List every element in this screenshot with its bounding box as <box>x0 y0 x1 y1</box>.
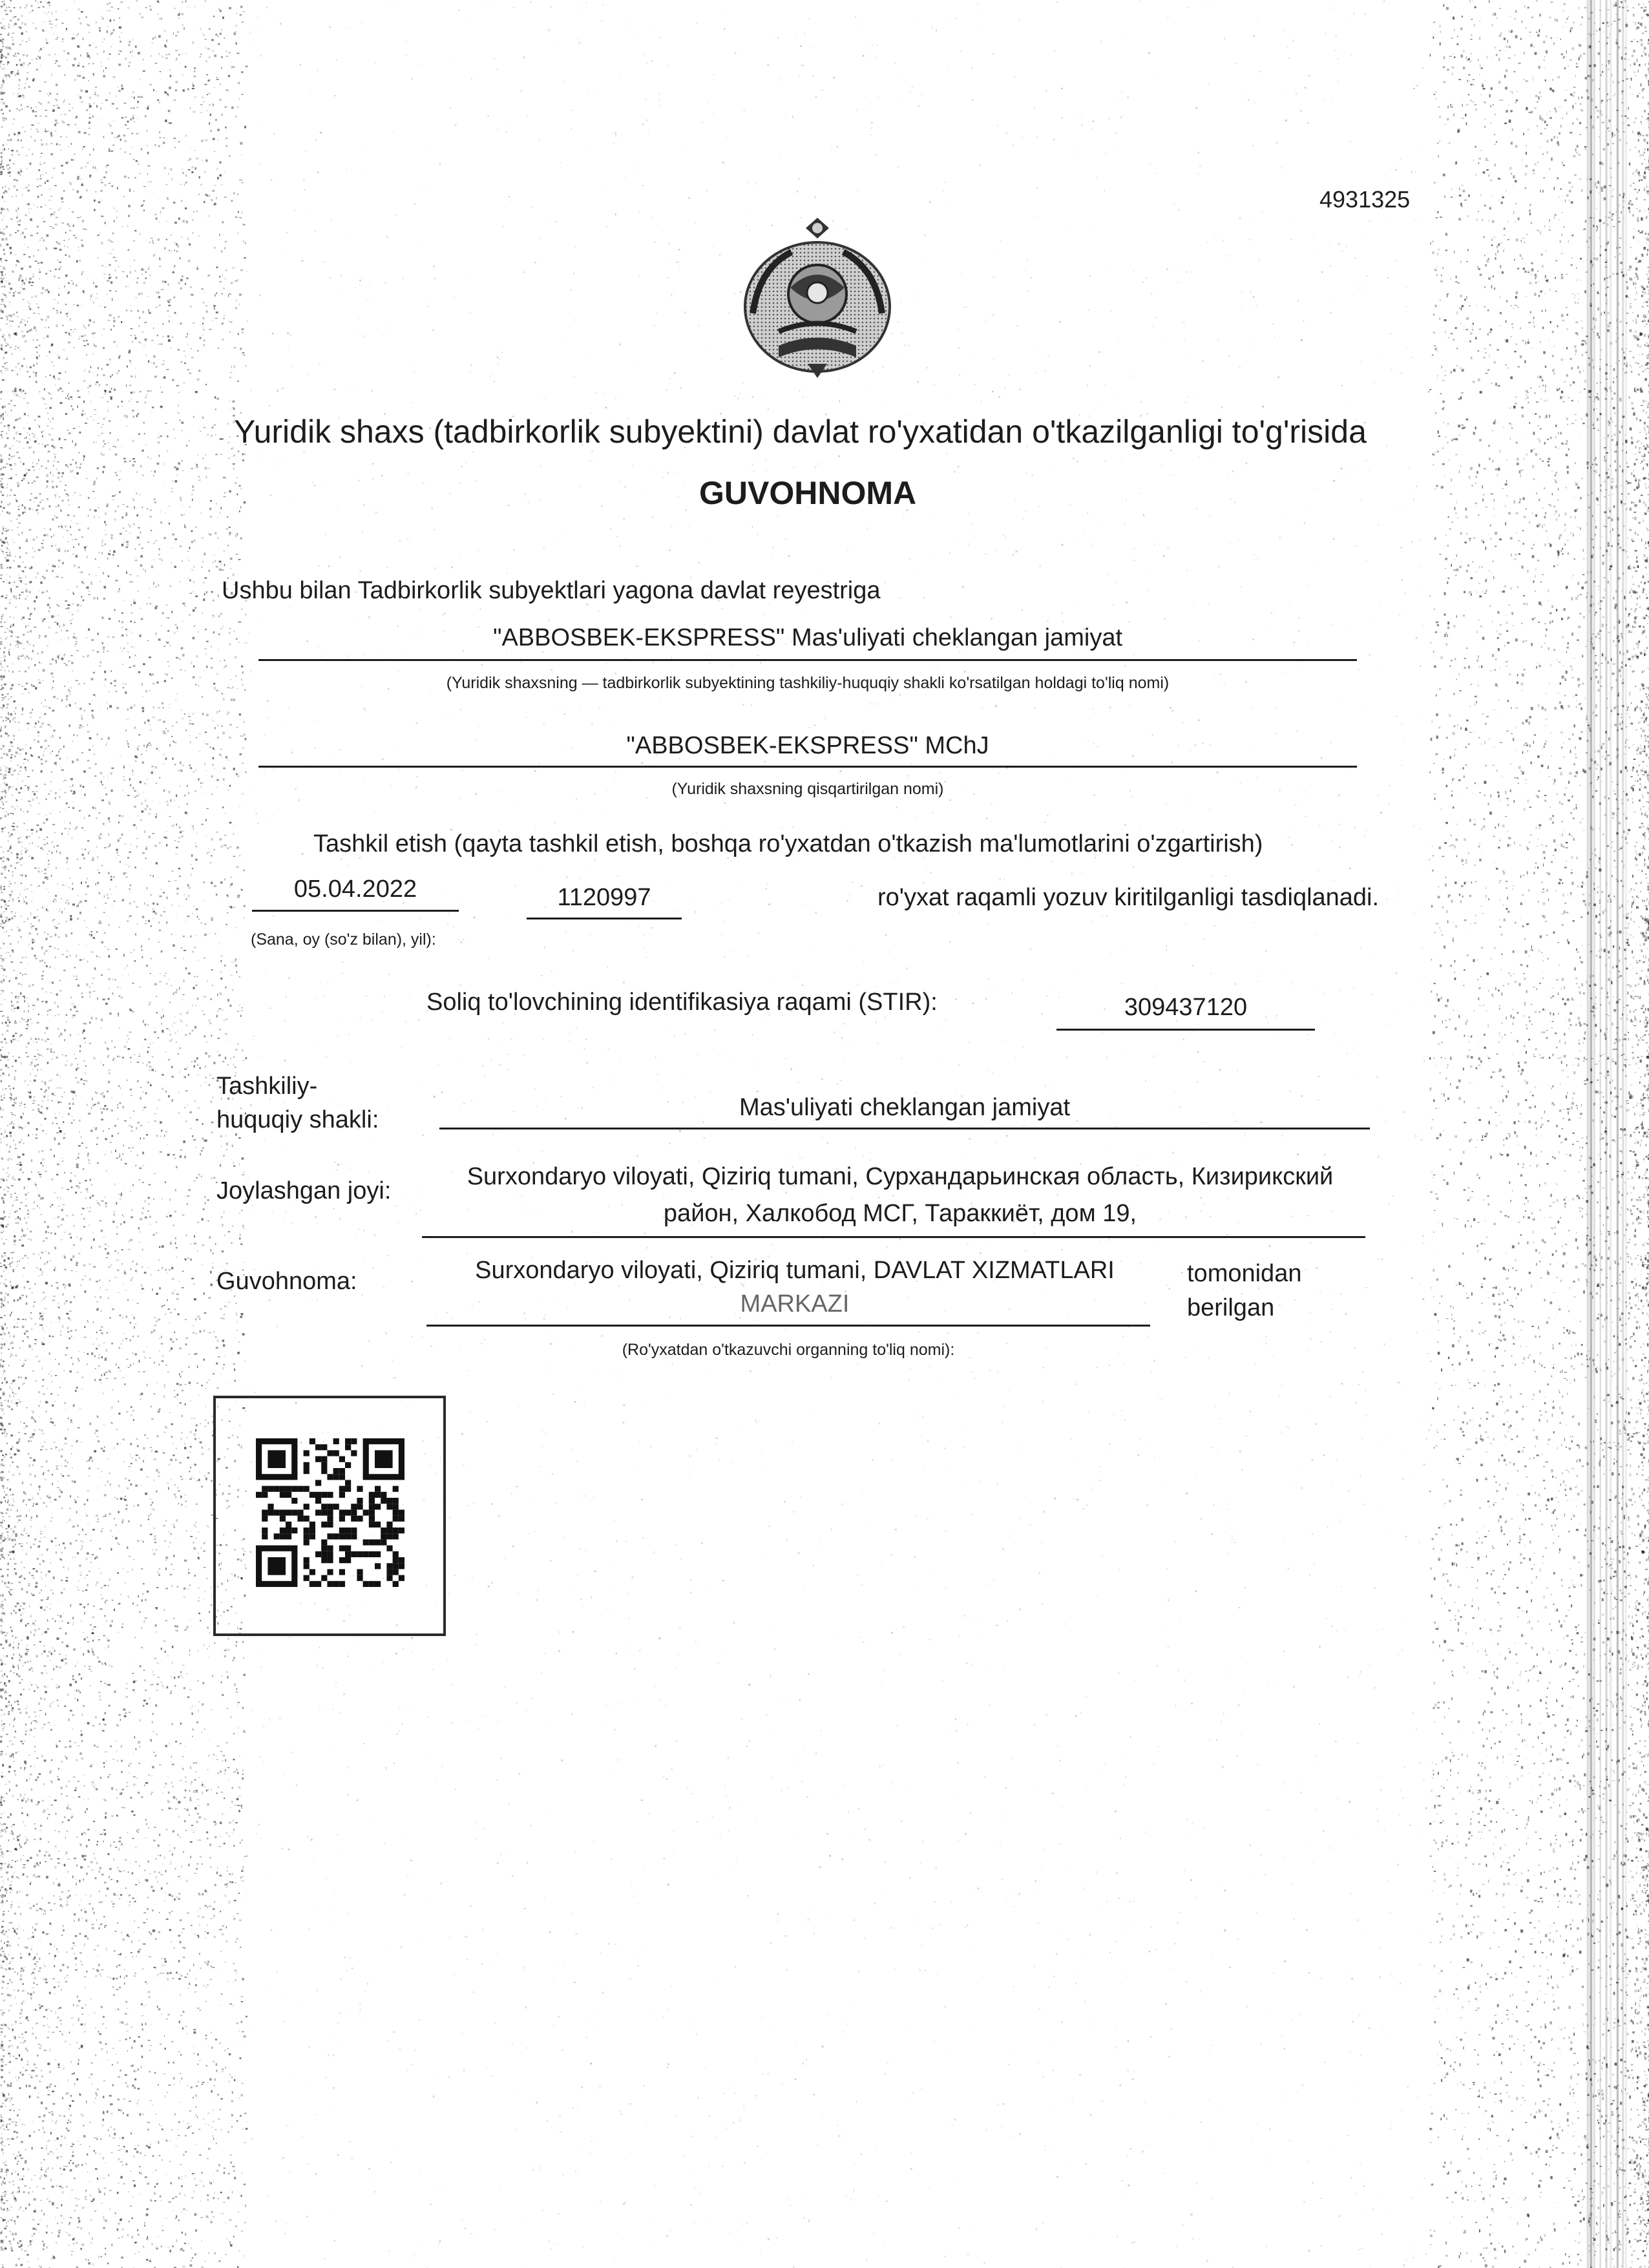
short-name-value: "ABBOSBEK-EKSPRESS" MChJ <box>258 732 1357 761</box>
stir-label: Soliq to'lovchining identifikasiya raqami (STIR): <box>426 989 938 1017</box>
qr-code-icon <box>256 1438 404 1587</box>
issuer-suffix-2: berilgan <box>1187 1294 1274 1323</box>
registration-label: Tashkil etish (qayta tashkil etish, boshqa ro'yxatdan o'tkazish ma'lumotlarini o'zgartirish) <box>313 830 1263 859</box>
qr-code-frame <box>213 1396 446 1636</box>
heading-line: Yuridik shaxs (tadbirkorlik subyektini) davlat ro'yxatidan o'tkazilganligi to'g'risida <box>234 414 1367 451</box>
stir-underline <box>1056 1029 1315 1031</box>
issuer-line-2: MARKAZI <box>426 1290 1163 1319</box>
issuer-label: Guvohnoma: <box>216 1268 357 1296</box>
registration-date: 05.04.2022 <box>252 876 459 904</box>
full-name-caption: (Yuridik shaxsning — tadbirkorlik subyektining tashkiliy-huquqiy shakli ko'rsatilgan holdagi to'liq nomi) <box>258 674 1357 693</box>
legal-form-value: Mas'uliyati cheklangan jamiyat <box>439 1094 1370 1122</box>
registration-number: 1120997 <box>527 884 682 912</box>
legal-form-label-1: Tashkiliy- <box>216 1073 317 1101</box>
document-number: 4931325 <box>1319 186 1410 213</box>
registration-confirm-text: ro'yxat raqamli yozuv kiritilganligi tasdiqlanadi. <box>877 884 1379 912</box>
location-line-1: Surxondaryo viloyati, Qiziriq tumani, Сурхандарьинская область, Кизирикский <box>422 1163 1378 1192</box>
legal-form-label-2: huquqiy shakli: <box>216 1106 379 1135</box>
legal-form-underline <box>439 1128 1370 1129</box>
location-line-2: район, Халкобод МСГ, Тараккиёт, дом 19, <box>422 1200 1378 1228</box>
intro-text: Ushbu bilan Tadbirkorlik subyektlari yagona davlat reyestriga <box>222 577 881 605</box>
location-underline <box>422 1236 1365 1238</box>
short-name-underline <box>258 766 1357 768</box>
state-emblem-icon <box>733 216 901 384</box>
registration-date-caption: (Sana, oy (so'z bilan), yil): <box>251 930 436 949</box>
full-name-underline <box>258 659 1357 661</box>
registration-date-underline <box>252 910 459 912</box>
issuer-suffix-1: tomonidan <box>1187 1260 1301 1288</box>
short-name-caption: (Yuridik shaxsning qisqartirilgan nomi) <box>258 780 1357 799</box>
full-name-value: "ABBOSBEK-EKSPRESS" Mas'uliyati cheklangan jamiyat <box>258 624 1357 653</box>
issuer-underline <box>426 1325 1150 1327</box>
location-label: Joylashgan joyi: <box>216 1177 391 1206</box>
stir-value: 309437120 <box>1056 994 1315 1022</box>
issuer-line-1: Surxondaryo viloyati, Qiziriq tumani, DAVLAT XIZMATLARI <box>426 1257 1163 1285</box>
registration-number-underline <box>527 918 682 919</box>
page-title: GUVOHNOMA <box>699 475 916 512</box>
issuer-caption: (Ro'yxatdan o'tkazuvchi organning to'liq nomi): <box>426 1341 1150 1360</box>
